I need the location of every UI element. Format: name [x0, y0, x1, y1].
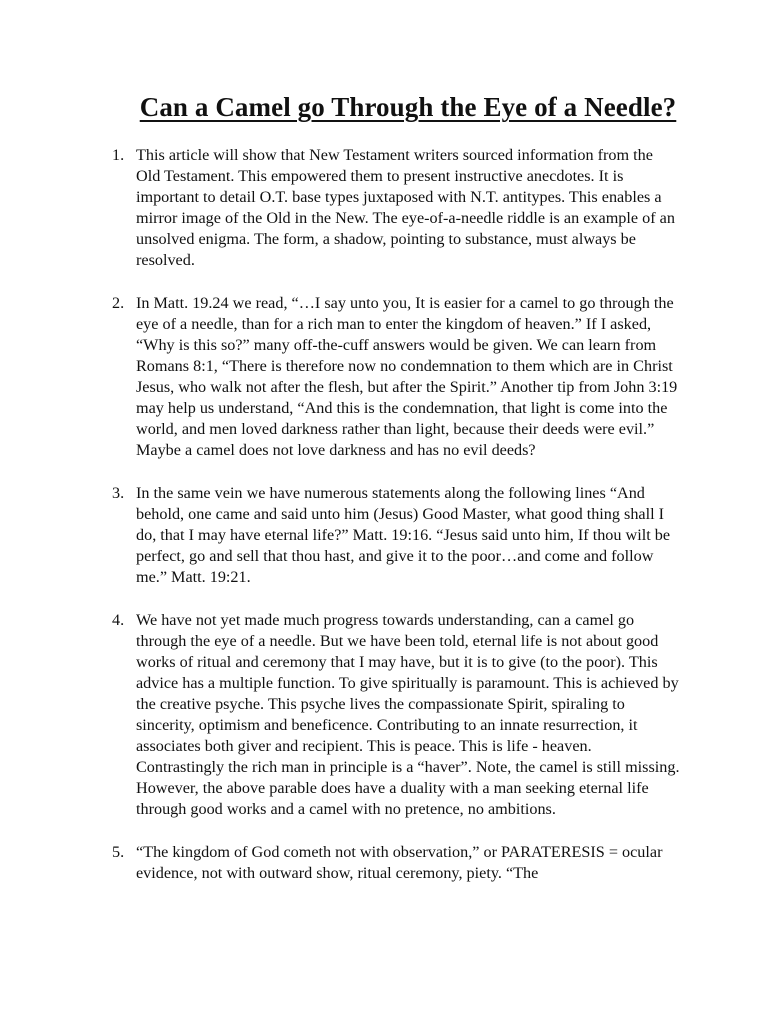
item-number: 4. [112, 611, 125, 629]
item-paragraph: In the same vein we have numerous statements along the following lines “And behold, one came and said unto him (Jesus) Good Master, what good thing shall I do, that I may have eternal life?” Matt. 19:16. “Jesus said unto him, If thou wilt be perfect, go and sell that thou hast, and give it to the poor…and come and follow me.” Matt. 19:21. [136, 484, 671, 586]
item-number: 1. [112, 146, 125, 164]
item-paragraph: “The kingdom of God cometh not with observation,” or PARATERESIS = ocular evidence, not with outward show, ritual ceremony, piety. “The [136, 843, 663, 882]
item-paragraph: In Matt. 19.24 we read, “…I say unto you, It is easier for a camel to go through the eye of a needle, than for a rich man to enter the kingdom of heaven.” If I asked, “Why is this so?” many off-the-cuff answers would be given. We can learn from Romans 8:1, “There is therefore now no condemnation to them which are in Christ Jesus, who walk not after the flesh, but after the Spirit.” Another tip from John 3:19 may help us understand, “And this is the condemnation, that light is come into the world, and men loved darkness rather than light, because their deeds were evil.” Maybe a camel does not love darkness and has no evil deeds? [136, 294, 678, 459]
item-number: 2. [112, 294, 125, 312]
item-number: 5. [112, 843, 125, 861]
list-item [112, 610, 680, 820]
item-paragraph: We have not yet made much progress towards understanding, can a camel go through the eye of a needle. But we have been told, eternal life is not about good works of ritual and ceremony that I may have, but it is to give (to the poor). This advice has a multiple function. To give spiritually is paramount. This is achieved by the creative psyche. This psyche lives the compassionate Spirit, spiraling to sincerity, optimism and beneficence. Contributing to an innate resurrection, it associates both giver and recipient. This is peace. This is life - heaven. Contrastingly the rich man in principle is a “haver”. Note, the camel is still missing. However, the above parable does have a duality with a man seeking eternal life through good works and a camel with no pretence, no ambitions. [136, 611, 680, 818]
numbered-list [112, 145, 680, 884]
list-item [112, 483, 680, 588]
item-paragraph: This article will show that New Testament writers sourced information from the Old Testament. This empowered them to present instructive anecdotes. It is important to detail O.T. base types juxtaposed with N.T. antitypes. This enables a mirror image of the Old in the New. The eye-of-a-needle riddle is an example of an unsolved enigma. The form, a shadow, pointing to substance, must always be resolved. [136, 146, 675, 269]
item-number: 3. [112, 484, 125, 502]
list-item [112, 293, 680, 461]
document-title: Can a Camel go Through the Eye of a Needle? [139, 92, 677, 122]
list-item [112, 145, 680, 271]
list-item [112, 842, 680, 884]
